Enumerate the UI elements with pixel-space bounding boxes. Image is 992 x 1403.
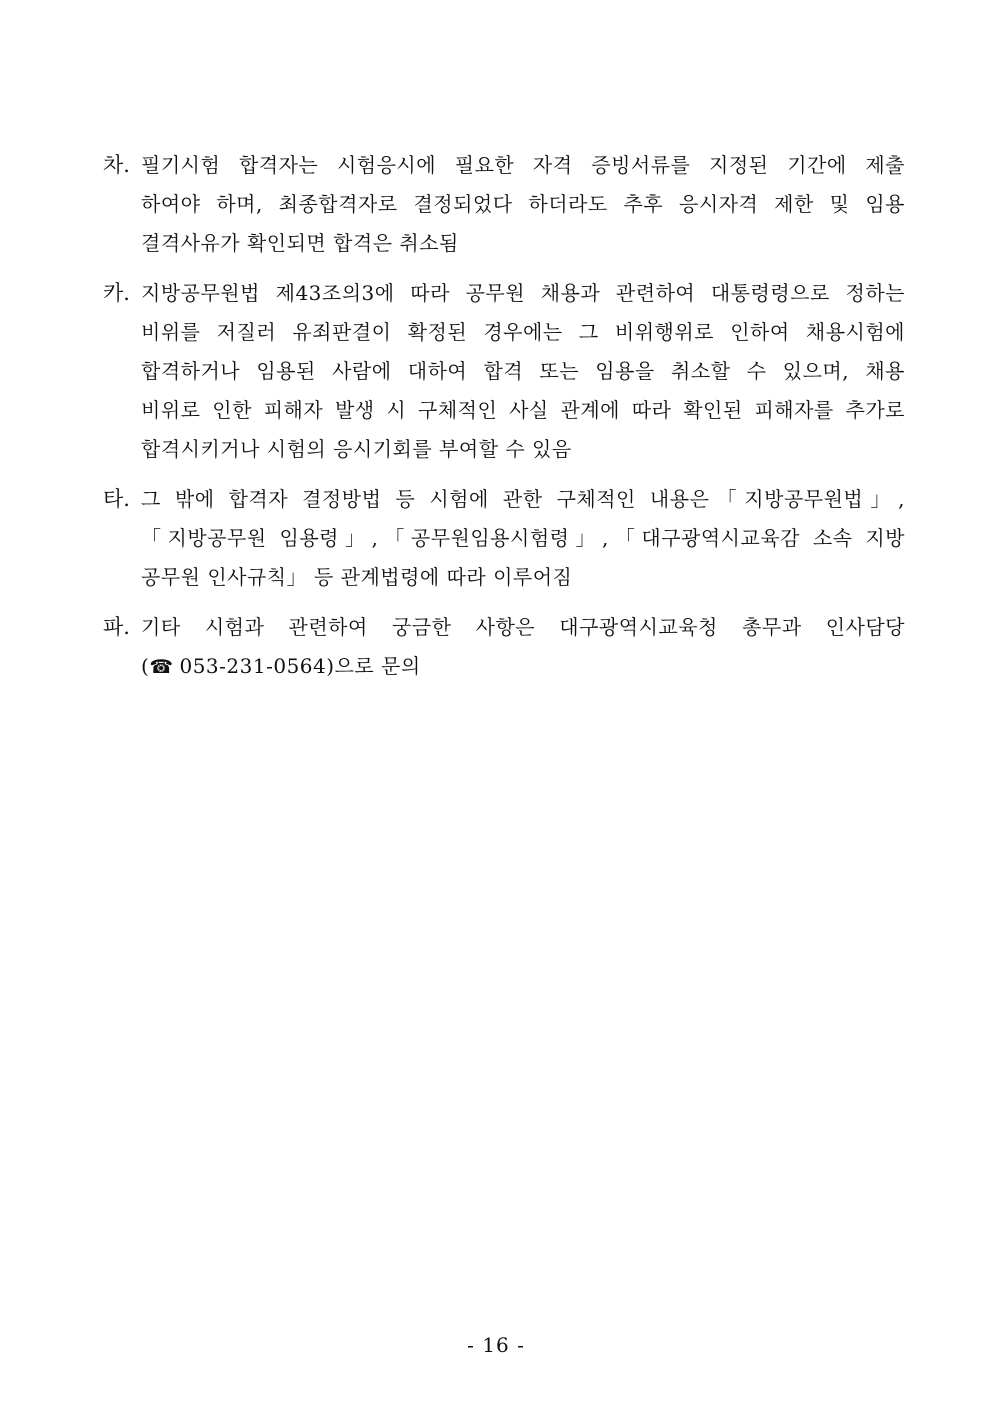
list-item-pa	[103, 608, 905, 686]
item-marker: 타.	[103, 487, 130, 511]
item-marker: 차.	[103, 153, 130, 177]
item-text-line: 필기시험 합격자는 시험응시에 필요한 자격 증빙서류를 지정된 기간에 제출	[141, 153, 905, 177]
item-text-line: 비위로 인한 피해자 발생 시 구체적인 사실 관계에 따라 확인된 피해자를 추가로	[141, 398, 905, 422]
item-text-line: 비위를 저질러 유죄판결이 확정된 경우에는 그 비위행위로 인하여 채용시험에	[141, 320, 905, 344]
open-paren: (	[141, 654, 150, 678]
item-text-line: 합격하거나 임용된 사람에 대하여 합격 또는 임용을 취소할 수 있으며, 채용	[141, 359, 905, 383]
document-body	[103, 146, 905, 697]
list-item-ta	[103, 480, 905, 597]
item-marker: 카.	[103, 281, 130, 305]
contact-line	[141, 647, 905, 686]
item-text-line: 「지방공무원 임용령」,「공무원임용시험령」,「대구광역시교육감 소속 지방	[141, 526, 905, 550]
item-text-line: 기타 시험과 관련하여 궁금한 사항은 대구광역시교육청 총무과 인사담당	[141, 615, 905, 639]
item-text-line: 공무원 인사규칙」 등 관계법령에 따라 이루어짐	[141, 565, 573, 589]
item-text-line: 그 밖에 합격자 결정방법 등 시험에 관한 구체적인 내용은「지방공무원법」,	[141, 487, 905, 511]
item-text-line: 결격사유가 확인되면 합격은 취소됨	[141, 231, 459, 255]
phone-number: 053-231-0564	[179, 654, 327, 678]
page-number: - 16 -	[467, 1333, 525, 1357]
list-item-ka	[103, 274, 905, 469]
item-text-line: 합격시키거나 시험의 응시기회를 부여할 수 있음	[141, 437, 572, 461]
item-text-line: 지방공무원법 제43조의3에 따라 공무원 채용과 관련하여 대통령령으로 정하는	[141, 281, 905, 305]
item-marker: 파.	[103, 615, 130, 639]
list-item-cha	[103, 146, 905, 263]
item-text-line: 하여야 하며, 최종합격자로 결정되었다 하더라도 추후 응시자격 제한 및 임용	[141, 192, 905, 216]
phone-icon: ☎	[149, 656, 174, 678]
contact-suffix: )으로 문의	[326, 654, 421, 678]
